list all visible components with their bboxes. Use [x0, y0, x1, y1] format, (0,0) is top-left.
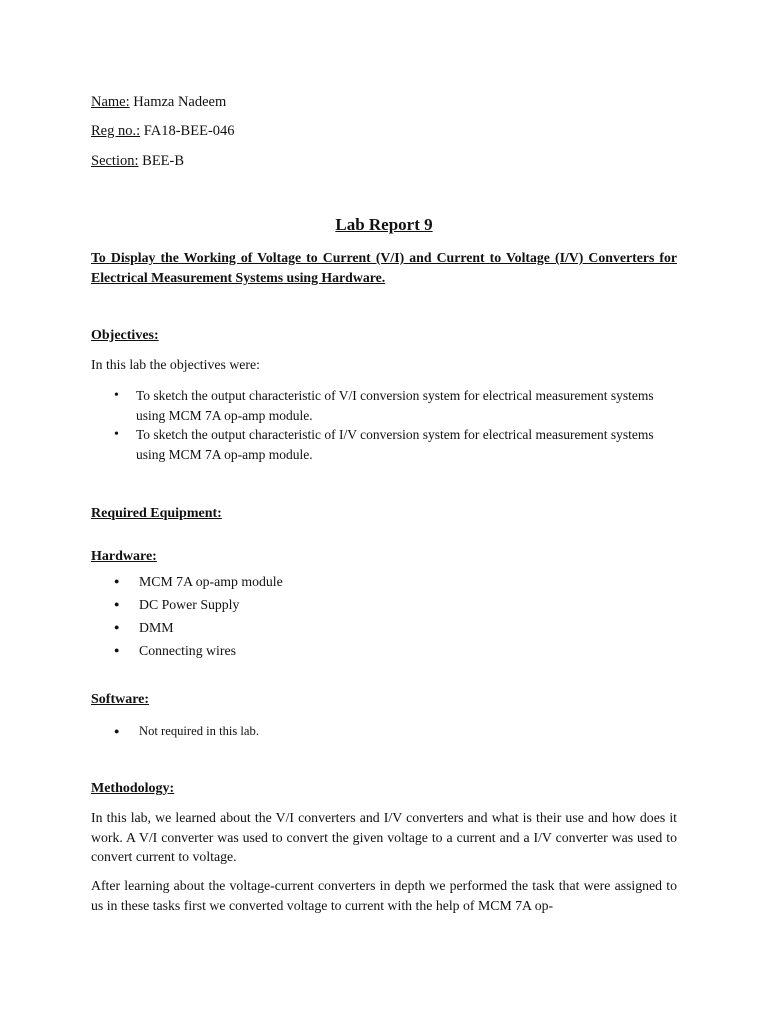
report-title: Lab Report 9 — [335, 215, 433, 234]
reg-label: Reg no.: — [91, 123, 141, 139]
report-subtitle: To Display the Working of Voltage to Current (V/I) and Current to Voltage (I/V) Converters for Electrical Measurement Systems using Hardware. — [91, 250, 677, 285]
software-heading: Software: — [91, 692, 150, 707]
list-item: ● Not required in this lab. — [114, 721, 259, 741]
name-line — [91, 93, 226, 112]
section-value: BEE-B — [142, 153, 185, 169]
reg-line — [91, 122, 235, 141]
section-line — [91, 152, 184, 171]
methodology-heading: Methodology: — [91, 781, 175, 796]
objectives-intro: In this lab the objectives were: — [91, 357, 260, 372]
software-list — [114, 721, 259, 741]
list-item: • To sketch the output characteristic of I/V conversion system for electrical measurement systems using MCM 7A op-amp module. — [114, 425, 670, 464]
equipment-heading: Required Equipment: — [91, 506, 222, 521]
hardware-heading: Hardware: — [91, 549, 157, 564]
objectives-heading: Objectives: — [91, 328, 159, 343]
name-label: Name: — [91, 94, 130, 110]
section-label: Section: — [91, 153, 139, 169]
list-item: ● DC Power Supply — [114, 593, 283, 616]
name-value: Hamza Nadeem — [133, 94, 227, 110]
methodology-paragraph-2: After learning about the voltage-current converters in depth we performed the task that were assigned to us in these tasks first we converted voltage to current with the help of MCM 7A op- — [91, 878, 677, 913]
list-item: ● MCM 7A op-amp module — [114, 570, 283, 593]
list-item: ● Connecting wires — [114, 639, 283, 662]
list-item: ● DMM — [114, 616, 283, 639]
hardware-list — [114, 570, 283, 662]
reg-value: FA18-BEE-046 — [143, 123, 235, 139]
methodology-paragraph-1: In this lab, we learned about the V/I converters and I/V converters and what is their use and how does it work. A V/I converter was used to convert the given voltage to a current and a I/V converter was used to convert current to voltage. — [91, 810, 677, 864]
objectives-list — [114, 386, 670, 464]
list-item: • To sketch the output characteristic of V/I conversion system for electrical measurement systems using MCM 7A op-amp module. — [114, 386, 670, 425]
